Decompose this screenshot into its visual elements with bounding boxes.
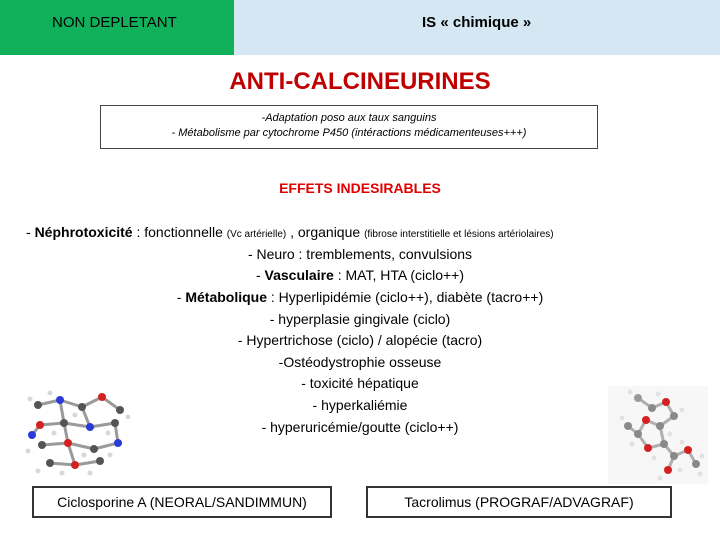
header-left-label: NON DEPLETANT: [52, 14, 177, 31]
info-line-2: - Métabolisme par cytochrome P450 (intéractions médicamenteuses+++): [171, 127, 527, 139]
nephro-detail-1: (Vc artérielle): [226, 229, 287, 240]
info-line-1: -Adaptation poso aux taux sanguins: [261, 112, 437, 124]
info-box: [100, 105, 598, 149]
tacrolimus-molecule-image: [608, 386, 708, 484]
nephro-detail-2: (fibrose interstitielle et lésions artériolaires): [364, 229, 554, 240]
effet-neuro: - Neuro : tremblements, convulsions: [247, 246, 473, 262]
effet-vasculaire: - Vasculaire : MAT, HTA (ciclo++): [255, 267, 464, 283]
metabolique-bold: Métabolique: [185, 289, 267, 305]
vasculaire-bold: Vasculaire: [264, 267, 334, 283]
tacrolimus-label: Tacrolimus (PROGRAF/ADVAGRAF): [404, 494, 634, 510]
tacrolimus-label-box: [366, 486, 672, 518]
effet-metabolique: - Métabolique : Hyperlipidémie (ciclo++), diabète (tacro++): [176, 289, 544, 305]
effet-gingivale: - hyperplasie gingivale (ciclo): [269, 311, 451, 327]
effet-nephrotoxicite: - Néphrotoxicité : fonctionnelle (Vc artérielle) , organique (fibrose interstitielle et lésions artériolaires): [26, 224, 554, 240]
header-is-chimique: [234, 0, 720, 55]
effet-hyperuricemie: - hyperuricémie/goutte (ciclo++): [261, 419, 459, 435]
header-non-depletant: [0, 0, 234, 55]
effets-heading: EFFETS INDESIRABLES: [279, 180, 441, 196]
nephro-bold: Néphrotoxicité: [34, 224, 133, 240]
ciclosporine-label: Ciclosporine A (NEORAL/SANDIMMUN): [57, 494, 307, 510]
ciclosporine-label-box: [32, 486, 332, 518]
page-title: ANTI-CALCINEURINES: [229, 68, 491, 95]
effet-hepatique: - toxicité hépatique: [301, 375, 419, 391]
ciclosporine-molecule-image: [20, 385, 140, 480]
effet-osteodystrophie: -Ostéodystrophie osseuse: [278, 354, 442, 370]
effet-hypertrichose: - Hypertrichose (ciclo) / alopécie (tacro): [237, 332, 483, 348]
effet-hyperkaliemie: - hyperkaliémie: [312, 397, 408, 413]
header-right-label: IS « chimique »: [422, 14, 532, 31]
